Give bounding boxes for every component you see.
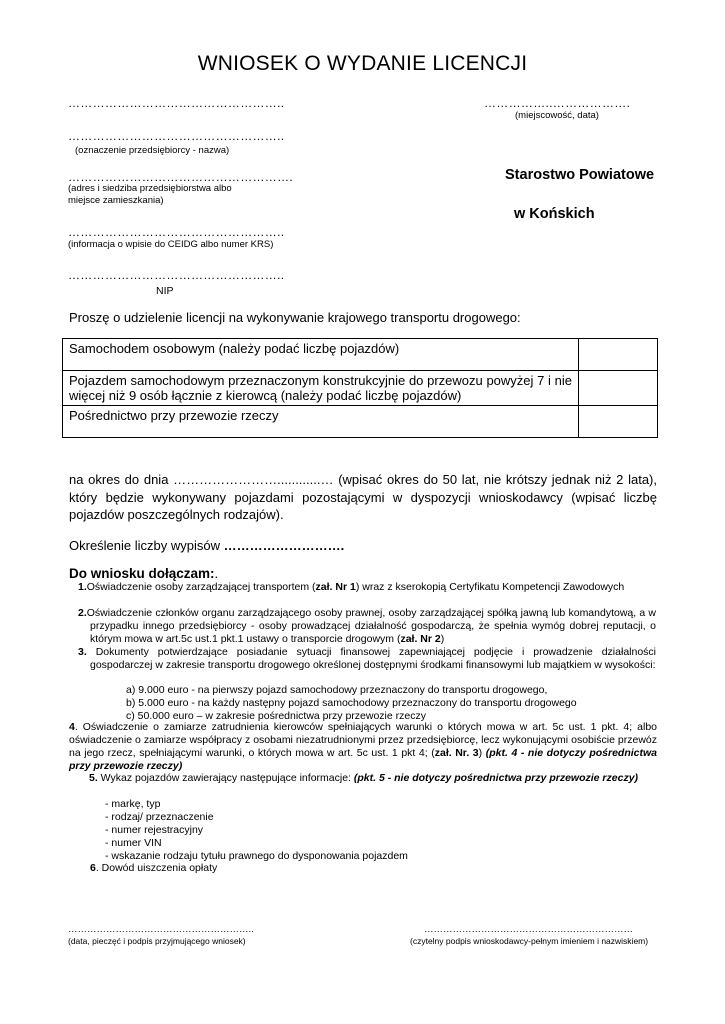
attachment-3-number: 3. xyxy=(78,646,87,658)
attachment-1-number: 1. xyxy=(78,581,87,593)
attachment-2 xyxy=(78,607,656,646)
ceidg-info-dots[interactable]: …………………………………………….. xyxy=(68,225,285,239)
copies-dots[interactable]: ………………………. xyxy=(223,538,345,553)
attachment-6 xyxy=(90,862,217,875)
ceidg-info-caption: (informacja o wpisie do CEIDG albo numer KRS) xyxy=(68,239,274,250)
attachment-6-number: 6 xyxy=(90,862,96,874)
attachment-5-text-a: Wykaz pojazdów zawierający następujące informacje: xyxy=(97,772,354,784)
applicant-signature-dots[interactable]: ………………………………………………………… xyxy=(424,924,633,935)
company-address-caption-2: miejsce zamieszkania) xyxy=(68,195,164,206)
table-row xyxy=(63,406,658,438)
attachment-4 xyxy=(69,721,657,773)
attachment-4-note: (pkt. 4 - nie dotyczy pośrednictwa przy przewozie rzeczy) xyxy=(69,747,658,772)
row-label-freight-brokerage: Pośrednictwo przy przewozie rzeczy xyxy=(63,406,579,438)
attachment-5-note: (pkt. 5 - nie dotyczy pośrednictwa przy przewozie rzeczy) xyxy=(353,772,639,784)
attachment-5-number: 5. xyxy=(89,772,98,784)
attachment-4-text-a: . Oświadczenie o zamiarze zatrudnienia kierowców spełniających warunki o których mowa w art. 5c ust. 1 pkt. 4; albo oświadczenie o zamiarze współpracy z osobami niezatrudnionymi przez przedsiębiorcę, lecz wykonującymi osobiście przewóz na jego rzecz, spełniającymi warunki, o których mowa w art. 5c ust. 1 pkt 4; ( xyxy=(69,721,657,759)
attachment-1 xyxy=(78,581,656,594)
nip-dots[interactable]: …………………………………………….. xyxy=(68,268,285,282)
request-intro: Proszę o udzielenie licencji na wykonywanie krajowego transportu drogowego: xyxy=(69,310,521,325)
attachment-3 xyxy=(78,646,656,672)
row-value-freight-brokerage[interactable] xyxy=(579,406,658,438)
attachment-5-item-5: - wskazanie rodzaju tytułu prawnego do dysponowania pojazdem xyxy=(105,850,408,862)
attachments-heading-suffix: . xyxy=(214,566,219,581)
row-value-passenger-car[interactable] xyxy=(579,339,658,371)
attachment-2-ref: zał. Nr 2 xyxy=(400,633,441,645)
place-date-caption: (miejscowość, data) xyxy=(515,110,599,121)
company-name-caption: (oznaczenie przedsiębiorcy - nazwa) xyxy=(75,145,230,156)
place-date-dots[interactable]: ……………..………………. xyxy=(484,96,631,110)
attachment-2-text-c: ) xyxy=(440,633,445,645)
attachment-1-text-c: ) wraz z kserokopią Certyfikatu Kompetencji Zawodowych xyxy=(355,581,625,593)
attachment-4-ref: zał. Nr. 3 xyxy=(434,747,479,759)
table-row xyxy=(63,371,658,406)
applicant-signature-caption: (czytelny podpis wnioskodawcy-pełnym imieniem i nazwiskiem) xyxy=(410,936,649,946)
attachment-5-item-3: - numer rejestracyjny xyxy=(105,824,204,836)
license-type-table xyxy=(62,338,658,438)
attachments-heading-text: Do wniosku dołączam: xyxy=(69,566,215,581)
date-place-left-dots[interactable]: …………………………………………….. xyxy=(68,96,285,110)
company-address-caption-1: (adres i siedziba przedsiębiorstwa albo xyxy=(68,183,232,194)
row-label-bus-7-9: Pojazdem samochodowym przeznaczonym konstrukcyjnie do przewozu powyżej 7 i nie więcej niż 9 osób łącznie z kierowcą (należy podać liczbę pojazdów) xyxy=(63,371,579,406)
receiver-signature-dots[interactable]: ………………………………………………….. xyxy=(68,924,254,935)
attachment-4-number: 4 xyxy=(69,721,75,733)
attachment-3-item-c: c) 50.000 euro – w zakresie pośrednictwa przy przewozie rzeczy xyxy=(126,710,426,722)
attachment-3-item-a: a) 9.000 euro - na pierwszy pojazd samochodowy przeznaczony do transportu drogowego, xyxy=(126,684,548,696)
attachment-5-item-1: - markę, typ xyxy=(105,798,161,810)
company-address-dots[interactable]: ………………………………………………. xyxy=(68,170,294,184)
copies-label: Określenie liczby wypisów xyxy=(69,538,220,553)
attachment-2-number: 2. xyxy=(78,607,87,619)
period-paragraph: na okres do dnia ……………………............… (wpisać okres do 50 lat, nie krótszy jednak niż 2 lata), który będzie wykonywany pojazdami pozostającymi w dyspozycji wnioskodawcy (wpisać liczbę pojazdów poszczególnych rodzajów). xyxy=(69,472,657,522)
attachment-6-text: . Dowód uiszczenia opłaty xyxy=(95,862,218,874)
nip-caption: NIP xyxy=(156,285,174,297)
receiver-signature-caption: (data, pieczęć i podpis przyjmującego wniosek) xyxy=(68,936,246,946)
company-name-dots[interactable]: …………………………………………….. xyxy=(68,129,285,143)
copies-line xyxy=(69,538,344,553)
attachment-5-item-4: - numer VIN xyxy=(105,837,162,849)
attachment-4-text-c: ) xyxy=(478,747,486,759)
attachment-2-text-a: Oświadczenie członków organu zarządzającego osoby prawnej, osoby zarządzającej spółką jawną lub komandytową, a w przypadku innego przedsiębiorcy - osoby prowadzącej działalność gospodarczą, że spełnia wymóg dobrej reputacji, o którym mowa w art.5c ust.1 pkt.1 ustawy o transporcie drogowym ( xyxy=(86,607,656,645)
document-title: WNIOSEK O WYDANIE LICENCJI xyxy=(197,52,528,75)
attachment-5 xyxy=(69,772,657,785)
attachment-3-item-b: b) 5.000 euro - na każdy następny pojazd samochodowy przeznaczony do transportu drogowego xyxy=(126,697,577,709)
table-row xyxy=(63,339,658,371)
office-location: w Końskich xyxy=(514,206,595,222)
attachment-1-ref: zał. Nr 1 xyxy=(315,581,356,593)
attachment-1-text-a: Oświadczenie osoby zarządzającej transportem ( xyxy=(86,581,316,593)
row-label-passenger-car: Samochodem osobowym (należy podać liczbę pojazdów) xyxy=(63,339,579,371)
office-name: Starostwo Powiatowe xyxy=(505,167,655,183)
attachment-3-text: Dokumenty potwierdzające posiadanie sytuacji finansowej zapewniającej podjęcie i prowadzenie działalności gospodarczej w zakresie transportu drogowego określonej dostępnymi środkami finansowymi lub majątkiem w wysokości: xyxy=(90,646,656,671)
row-value-bus-7-9[interactable] xyxy=(579,371,658,406)
attachment-5-item-2: - rodzaj/ przeznaczenie xyxy=(105,811,214,823)
